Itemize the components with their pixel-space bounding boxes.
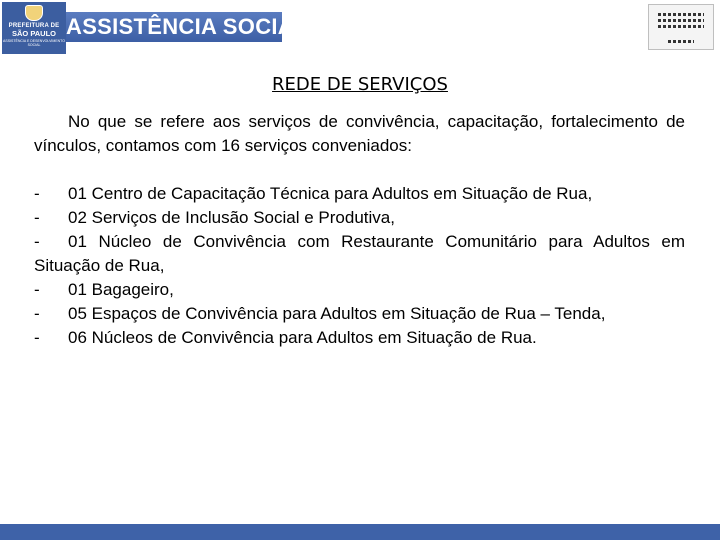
logo-line-1: PREFEITURA DE bbox=[8, 23, 60, 29]
list-dash: - bbox=[34, 232, 40, 251]
prefeitura-logo bbox=[2, 2, 66, 54]
list-item-text: 01 Centro de Capacitação Técnica para Adultos em Situação de Rua, bbox=[68, 184, 593, 203]
corner-stamp bbox=[648, 4, 714, 50]
list-item bbox=[34, 230, 685, 278]
document-body bbox=[34, 110, 685, 350]
logo-line-3: ASSISTÊNCIA E DESENVOLVIMENTO SOCIAL bbox=[3, 39, 65, 47]
page-title-text: REDE DE SERVIÇOS bbox=[272, 74, 448, 95]
footer-bar bbox=[0, 524, 720, 540]
list-item-text: 02 Serviços de Inclusão Social e Produtiva, bbox=[68, 208, 395, 227]
stamp-text-line bbox=[668, 40, 694, 43]
list-item bbox=[34, 302, 685, 326]
list-dash: - bbox=[34, 184, 40, 203]
list-item bbox=[34, 182, 685, 206]
stamp-text-line bbox=[658, 19, 704, 22]
city-crest-icon bbox=[25, 5, 43, 21]
page-header bbox=[0, 0, 720, 60]
list-item-text: 01 Bagageiro, bbox=[68, 280, 174, 299]
services-list bbox=[34, 182, 685, 350]
list-item bbox=[34, 206, 685, 230]
list-item bbox=[34, 278, 685, 302]
stamp-text-line bbox=[658, 13, 704, 16]
list-dash: - bbox=[34, 280, 40, 299]
list-dash: - bbox=[34, 328, 40, 347]
list-dash: - bbox=[34, 208, 40, 227]
header-banner-title: ASSISTÊNCIA SOCIAL bbox=[66, 12, 282, 42]
stamp-text-line bbox=[658, 25, 704, 28]
intro-paragraph: No que se refere aos serviços de convivência, capacitação, fortalecimento de vínculos, contamos com 16 serviços conveniados: bbox=[34, 112, 685, 155]
list-item-text: 01 Núcleo de Convivência com Restaurante Comunitário para Adultos em Situação de Rua, bbox=[34, 232, 685, 275]
list-item-text: 06 Núcleos de Convivência para Adultos em Situação de Rua. bbox=[68, 328, 537, 347]
list-item bbox=[34, 326, 685, 350]
page-title bbox=[0, 74, 720, 95]
logo-line-2: SÃO PAULO bbox=[11, 29, 57, 38]
list-dash: - bbox=[34, 304, 40, 323]
list-item-text: 05 Espaços de Convivência para Adultos em Situação de Rua – Tenda, bbox=[68, 304, 606, 323]
